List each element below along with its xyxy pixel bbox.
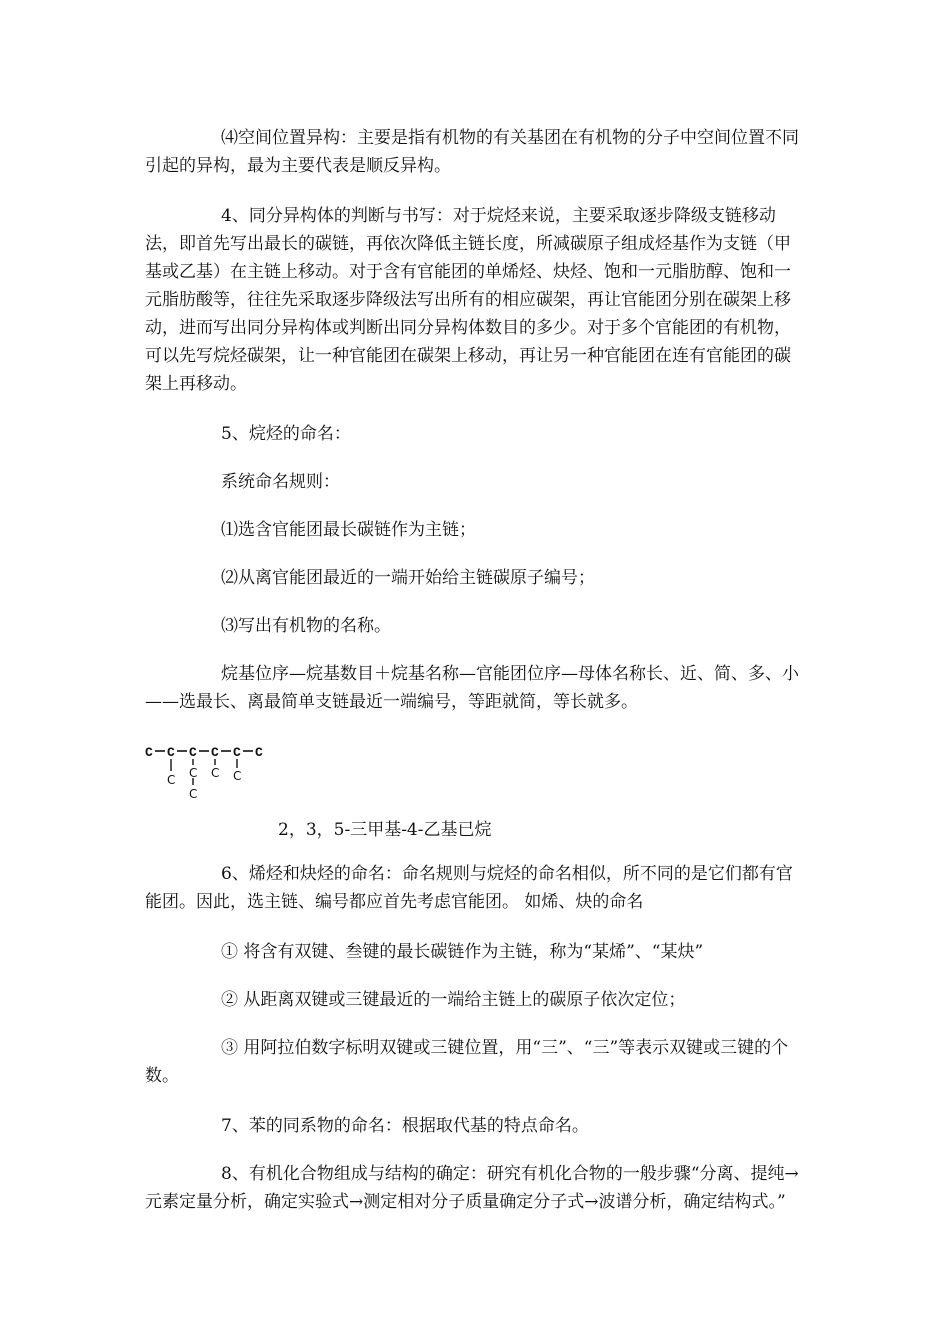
atom-c4: C [211,745,219,760]
paragraph-naming-rules-heading: 系统命名规则： [221,472,340,492]
branch-bonds [171,759,237,785]
paragraph-alkene-alkyne-naming: 6、烯烃和炔烃的命名：命名规则与烷烃的命名相似，所不同的是它们都有官能团。因此，选主链、编号都应首先考虑官能团。 如烯、炔的命名 [145,864,793,912]
structural-formula-figure [145,738,807,846]
carbon-skeleton-diagram [145,738,285,816]
paragraph-isomer-writing: 4、同分异构体的判断与书写：对于烷烃来说，主要采取逐步降级支链移动法，即首先写出最长的碳链，再依次降低主链长度，所减碳原子组成烃基作为支链（甲基或乙基）在主链上移动。对于含有官能团的单烯烃、炔烃、饱和一元脂肪醇、饱和一元脂肪酸等，往往先采取逐步降级法写出所有的相应碳架，再让官能团分别在碳架上移动，进而写出同分异构体或判断出同分异构体数目的多少。对于多个官能团的有机物，可以先写烷烃碳架，让一种官能团在碳架上移动，再让另一种官能团在连有官能团的碳架上再移动。 [145,206,791,394]
atom-c2: C [167,745,175,760]
atom-c5: C [233,745,241,760]
paragraph-naming-order: 烷基位序—烷基数目＋烷基名称—官能团位序—母体名称长、近、简、多、小——选最长、离最简单支链最近一端编号，等距就简，等长就多。 [145,664,799,712]
paragraph-alkene-rule-2: ② 从距离双键或三键最近的一端给主链上的碳原子依次定位； [221,990,686,1010]
paragraph-alkane-naming-heading: 5、烷烃的命名： [221,424,351,444]
paragraph-alkene-rule-1: ① 将含有双键、叁键的最长碳链作为主链，称为“某烯”、“某炔” [221,942,704,962]
paragraph-rule-2: ⑵从离官能团最近的一端开始给主链碳原子编号； [221,568,595,588]
atom-c6: C [255,745,263,760]
document-body [145,124,807,1238]
atom-c3-ethyl-1: C [189,766,198,780]
atom-c4-methyl: C [211,766,220,780]
paragraph-spatial-isomerism: ⑷空间位置异构：主要是指有机物的有关基团在有机物的分子中空间位置不同引起的异构，最为主要代表是顺反异构。 [145,128,799,176]
atom-c2-methyl: C [167,773,176,787]
atom-c5-methyl: C [233,769,242,783]
paragraph-alkene-rule-3: ③ 用阿拉伯数字标明双键或三键位置，用“三”、“三”等表示双键或三键的个数。 [145,1038,789,1086]
paragraph-benzene-homolog-naming: 7、苯的同系物的命名：根据取代基的特点命名。 [221,1116,589,1136]
paragraph-structure-determination: 8、有机化合物组成与结构的确定：研究有机化合物的一般步骤“分离、提纯→元素定量分析，确定实验式→测定相对分子质量确定分子式→波谱分析，确定结构式。” [145,1164,799,1212]
structure-caption: 2，3，5-三甲基-4-乙基已烷 [278,820,492,840]
atom-c3-ethyl-2: C [189,787,198,801]
paragraph-rule-1: ⑴选含官能团最长碳链作为主链； [221,520,476,540]
paragraph-rule-3: ⑶写出有机物的名称。 [221,616,391,636]
atom-c1: C [145,745,153,760]
atom-c3: C [189,745,197,760]
